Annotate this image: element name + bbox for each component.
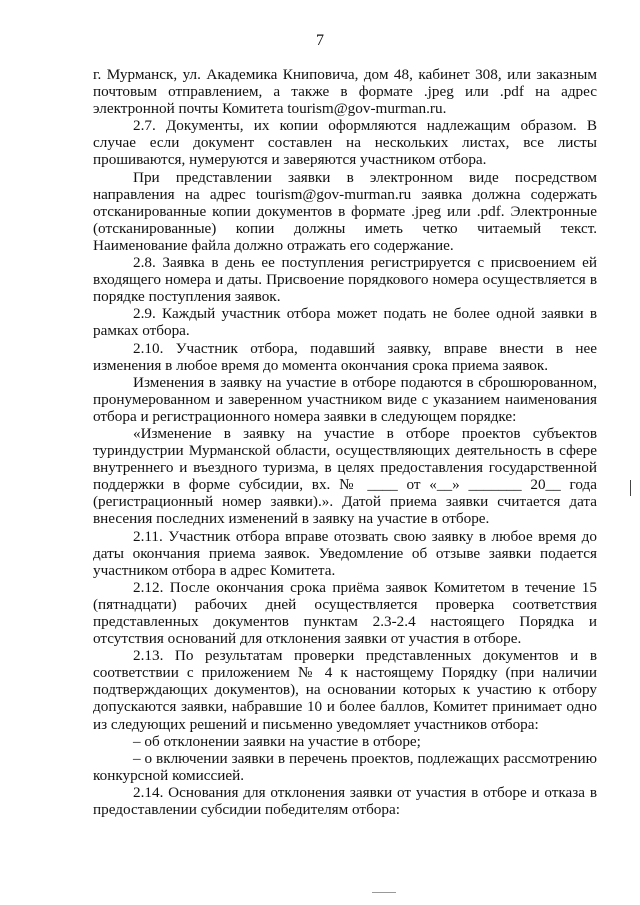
paragraph-address-continuation: г. Мурманск, ул. Академика Книповича, дом 48, кабинет 308, или заказным почтовым отправлением, а также в формате .jpeg или .pdf на адрес электронной почты Комитета tourism@gov-murman.ru. xyxy=(93,66,597,118)
page-number: 7 xyxy=(316,32,324,49)
paragraph-changes-procedure: Изменения в заявку на участие в отборе подаются в сброшюрованном, пронумерованном и заверенном участником виде с указанием наименования отбора и регистрационного номера заявки в следующем порядке: xyxy=(93,373,597,425)
scan-edge-mark xyxy=(630,480,631,496)
paragraph-2-11: 2.11. Участник отбора вправе отозвать свою заявку в любое время до даты окончания приема заявок. Уведомление об отзыве заявки подается участником отбора в адрес Комитета. xyxy=(93,527,597,579)
paragraph-change-template-quote: «Изменение в заявку на участие в отборе проектов субъектов туриндустрии Мурманской области, осуществляющих деятельность в сфере внутреннего и въездного туризма, в целях предоставления государственной поддержки в форме субсидии, вх. № ____ от «__» _______ 20__ года (регистрационный номер заявки).». Датой приема заявки считается дата внесения последних изменений в заявку на участие в отборе. xyxy=(93,424,597,528)
paragraph-2-13: 2.13. По результатам проверки представленных документов и в соответствии с приложением № 4 к настоящему Порядку (при наличии подтверждающих документов), на основании которых к участию к отбору допускаются заявки, набравшие 10 и более баллов, Комитет принимает одно из следующих решений и письменно уведомляет участников отбора: xyxy=(93,647,597,733)
paragraph-2-9: 2.9. Каждый участник отбора может подать не более одной заявки в рамках отбора. xyxy=(93,305,597,340)
paragraph-2-7: 2.7. Документы, их копии оформляются надлежащим образом. В случае если документ составлен на нескольких листах, все листы прошиваются, нумеруются и заверяются участником отбора. xyxy=(93,117,597,169)
list-item-inclusion: – о включении заявки в перечень проектов, подлежащих рассмотрению конкурсной комиссией. xyxy=(93,749,597,784)
paragraph-2-10: 2.10. Участник отбора, подавший заявку, вправе внести в нее изменения в любое время до момента окончания срока приема заявок. xyxy=(93,339,597,374)
list-item-rejection: – об отклонении заявки на участие в отборе; xyxy=(133,732,421,750)
scan-footer-mark xyxy=(372,892,396,893)
paragraph-electronic-submission: При представлении заявки в электронном виде посредством направления на адрес tourism@gov-murman.ru заявка должна содержать отсканированные копии документов в формате .jpeg или .pdf. Электронные (отсканированные) копии должны иметь четко читаемый текст. Наименование файла должно отражать его содержание. xyxy=(93,168,597,254)
paragraph-2-8: 2.8. Заявка в день ее поступления регистрируется с присвоением ей входящего номера и даты. Присвоение порядкового номера осуществляется в порядке поступления заявок. xyxy=(93,254,597,306)
paragraph-2-14: 2.14. Основания для отклонения заявки от участия в отборе и отказа в предоставлении субсидии победителям отбора: xyxy=(93,783,597,819)
paragraph-2-12: 2.12. После окончания срока приёма заявок Комитетом в течение 15 (пятнадцати) рабочих дней осуществляется проверка соответствия представленных документов пунктам 2.3-2.4 настоящего Порядка и отсутствия оснований для отклонения заявки от участия в отборе. xyxy=(93,578,597,648)
document-body xyxy=(93,66,597,818)
